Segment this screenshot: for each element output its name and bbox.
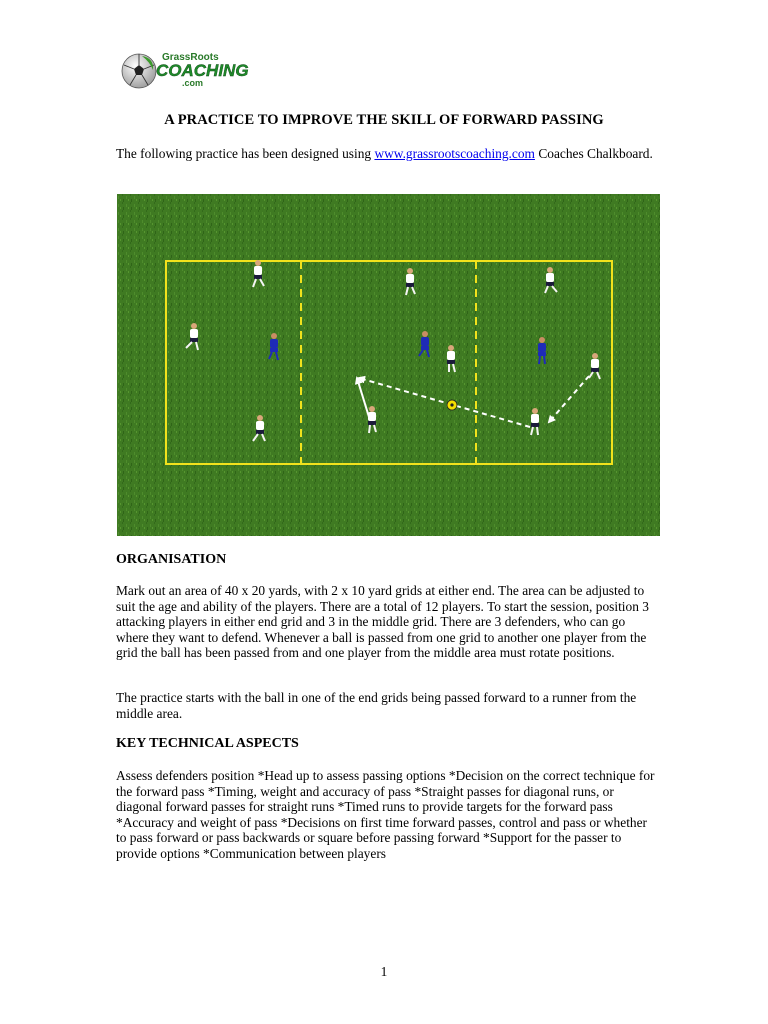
intro-text: The following practice has been designed using — [116, 146, 375, 161]
organisation-heading: ORGANISATION — [116, 552, 227, 567]
logo-line3: .com — [182, 78, 204, 88]
page-number: 1 — [380, 964, 388, 979]
soccer-ball-icon — [122, 54, 156, 88]
key-technical-heading: KEY TECHNICAL ASPECTS — [116, 736, 299, 751]
key-technical-paragraph: Assess defenders position *Head up to assess passing options *Decision on the correct technique for the forward pass *Timing, weight and accuracy of pass *Straight passes for diagonal runs, or diagonal forward passes for straight runs *Timed runs to provide targets for the forward pass *Accuracy and weight of pass *Decisions on first time forward passes, control and pass or whether to pass forward or pass backwards or square before passing forward *Support for the passer to provide options *Communication between players — [116, 768, 655, 861]
intro-text-end: Coaches Chalkboard. — [534, 146, 653, 161]
logo-line1: GrassRoots — [162, 52, 219, 63]
logo-line2: COACHING — [156, 61, 249, 80]
grassroots-coaching-logo — [120, 48, 270, 92]
grassroots-link[interactable]: www.grassrootscoaching.com — [374, 146, 535, 161]
document-title: A PRACTICE TO IMPROVE THE SKILL OF FORWARD PASSING — [164, 112, 604, 128]
practice-diagram — [117, 194, 660, 536]
soccer-ball — [447, 400, 457, 410]
grass-background — [117, 194, 660, 536]
organisation-paragraph-1: Mark out an area of 40 x 20 yards, with 2 x 10 yard grids at either end. The area can be adjusted to suit the age and ability of the players. There are a total of 12 players. To start the session, position 3 attacking players in either end grid and 3 in the middle grid. There are 3 defenders, who can go where they want to defend. Whenever a ball is passed from one grid to another one player from the grid the ball has been passed from and one player from the middle area must rotate positions. — [116, 583, 649, 660]
intro-paragraph — [116, 146, 656, 162]
organisation-paragraph-2: The practice starts with the ball in one of the end grids being passed forward to a runner from the middle area. — [116, 690, 637, 721]
